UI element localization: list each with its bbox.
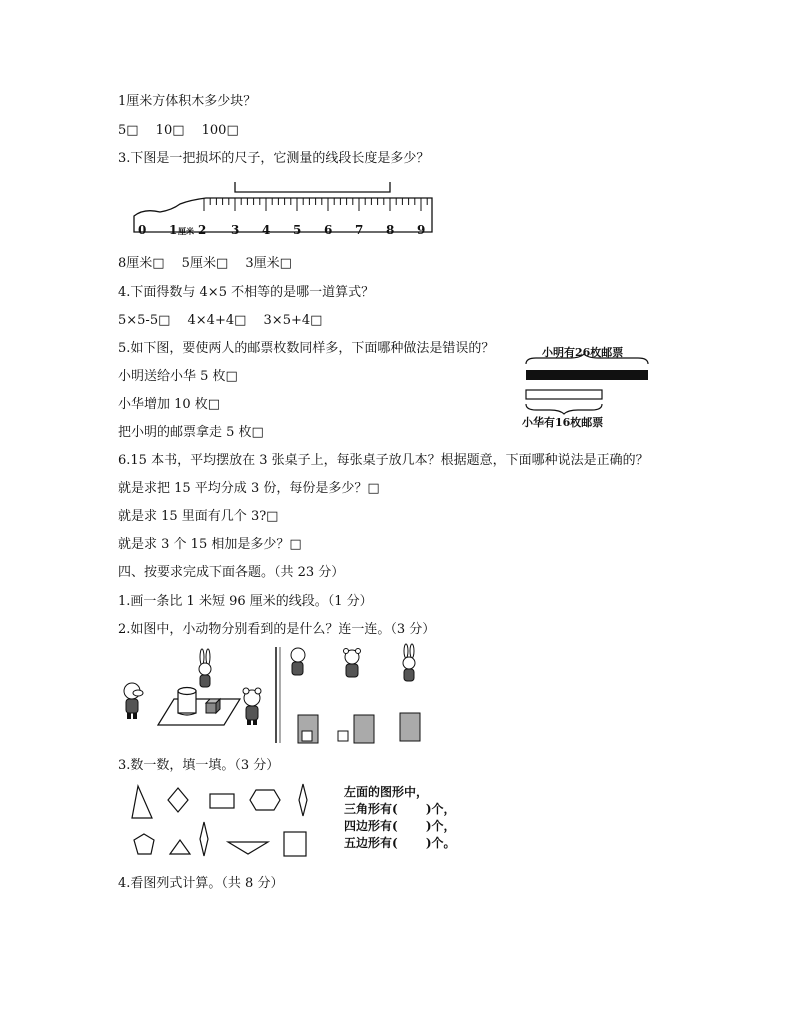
section-4-problem-1: 1.画一条比 1 米短 96 厘米的线段。（1 分）	[118, 594, 373, 609]
rhombus-shape	[168, 788, 188, 812]
question-5-option-2[interactable]: 小华增加 10 枚□	[118, 397, 221, 412]
rectangle-shape	[210, 794, 234, 808]
shape-count-intro: 左面的图形中，	[344, 785, 429, 799]
question-6-option-3[interactable]: 就是求 3 个 15 相加是多少？□	[118, 537, 302, 552]
question-6-text: 6.15 本书，平均摆放在 3 张桌子上，每张桌子放几本？根据题意，下面哪种说法是正确的？	[118, 453, 649, 468]
rabbit-icon	[199, 649, 211, 687]
ruler-label-8: 8	[386, 223, 395, 237]
triangle-shape	[170, 840, 190, 854]
question-3-options[interactable]: 8厘米□ 5厘米□ 3厘米□	[118, 256, 292, 271]
bear-icon	[243, 688, 261, 725]
question-3-text: 3.下图是一把损坏的尺子，它测量的线段长度是多少？	[118, 151, 430, 166]
ruler-label-3: 3	[231, 223, 240, 237]
section-4-heading: 四、按要求完成下面各题。（共 23 分）	[118, 565, 345, 580]
view-option-2[interactable]	[338, 715, 374, 743]
question-5-option-1[interactable]: 小明送给小华 5 枚□	[118, 369, 238, 384]
inverted-triangle-shape	[228, 842, 268, 854]
ruler-label-1: 1	[169, 223, 178, 237]
cylinder-icon	[178, 688, 196, 716]
dog-icon	[291, 648, 305, 675]
broken-ruler-figure	[132, 180, 442, 240]
pentagon-count-line[interactable]: 五边形有( )个。	[344, 836, 456, 850]
ruler-label-6: 6	[324, 223, 333, 237]
tall-diamond-shape	[200, 822, 208, 856]
dog-icon	[124, 683, 143, 719]
bar-xiaohua	[526, 390, 602, 399]
stamp-bar-diagram	[520, 340, 670, 430]
view-option-3[interactable]	[400, 713, 420, 741]
square-shape	[284, 832, 306, 856]
question-5-option-3[interactable]: 把小明的邮票拿走 5 枚□	[118, 425, 264, 440]
rabbit-icon	[403, 644, 415, 681]
hexagon-shape	[250, 790, 280, 810]
ruler-label-0: 0	[138, 223, 147, 237]
animals-view-figure[interactable]	[118, 645, 458, 745]
question-4-options[interactable]: 5×5-5□ 4×4+4□ 3×5+4□	[118, 313, 323, 328]
ruler-label-2: 2	[198, 223, 207, 237]
pentagon-shape	[134, 834, 154, 854]
cube-icon	[206, 699, 220, 713]
bar-xiaoming	[526, 370, 648, 380]
tabletop	[158, 699, 240, 725]
ruler-label-7: 7	[355, 223, 364, 237]
question-5-text: 5.如下图，要使两人的邮票枚数同样多，下面哪种做法是错误的？	[118, 341, 495, 356]
label-xiaoming-stamps: 小明有26枚邮票	[542, 346, 624, 359]
label-xiaohua-stamps: 小华有16枚邮票	[522, 416, 604, 429]
question-1-options[interactable]: 5□ 10□ 100□	[118, 123, 239, 138]
ruler-label-4: 4	[262, 223, 271, 237]
question-1-text: 1厘米方体积木多少块？	[118, 94, 257, 109]
ruler-label-9: 9	[417, 223, 426, 237]
question-6-option-2[interactable]: 就是求 15 里面有几个 3?□	[118, 509, 279, 524]
question-4-text: 4.下面得数与 4×5 不相等的是哪一道算式？	[118, 285, 375, 300]
shapes-figure	[128, 782, 318, 862]
section-4-problem-3: 3.数一数，填一填。（3 分）	[118, 758, 280, 773]
question-6-option-1[interactable]: 就是求把 15 平均分成 3 份，每份是多少？□	[118, 481, 380, 496]
triangle-count-line[interactable]: 三角形有( )个，	[344, 802, 456, 816]
section-4-problem-4: 4.看图列式计算。（共 8 分）	[118, 876, 284, 891]
thin-diamond-shape	[299, 784, 307, 816]
view-option-1[interactable]	[298, 715, 318, 743]
ruler-label-unit: 厘米	[178, 226, 194, 236]
quadrilateral-count-line[interactable]: 四边形有( )个，	[344, 819, 456, 833]
bear-icon	[344, 649, 361, 678]
ruler-label-5: 5	[293, 223, 302, 237]
section-4-problem-2: 2.如图中，小动物分别看到的是什么？连一连。（3 分）	[118, 622, 436, 637]
right-triangle-shape	[132, 786, 152, 818]
